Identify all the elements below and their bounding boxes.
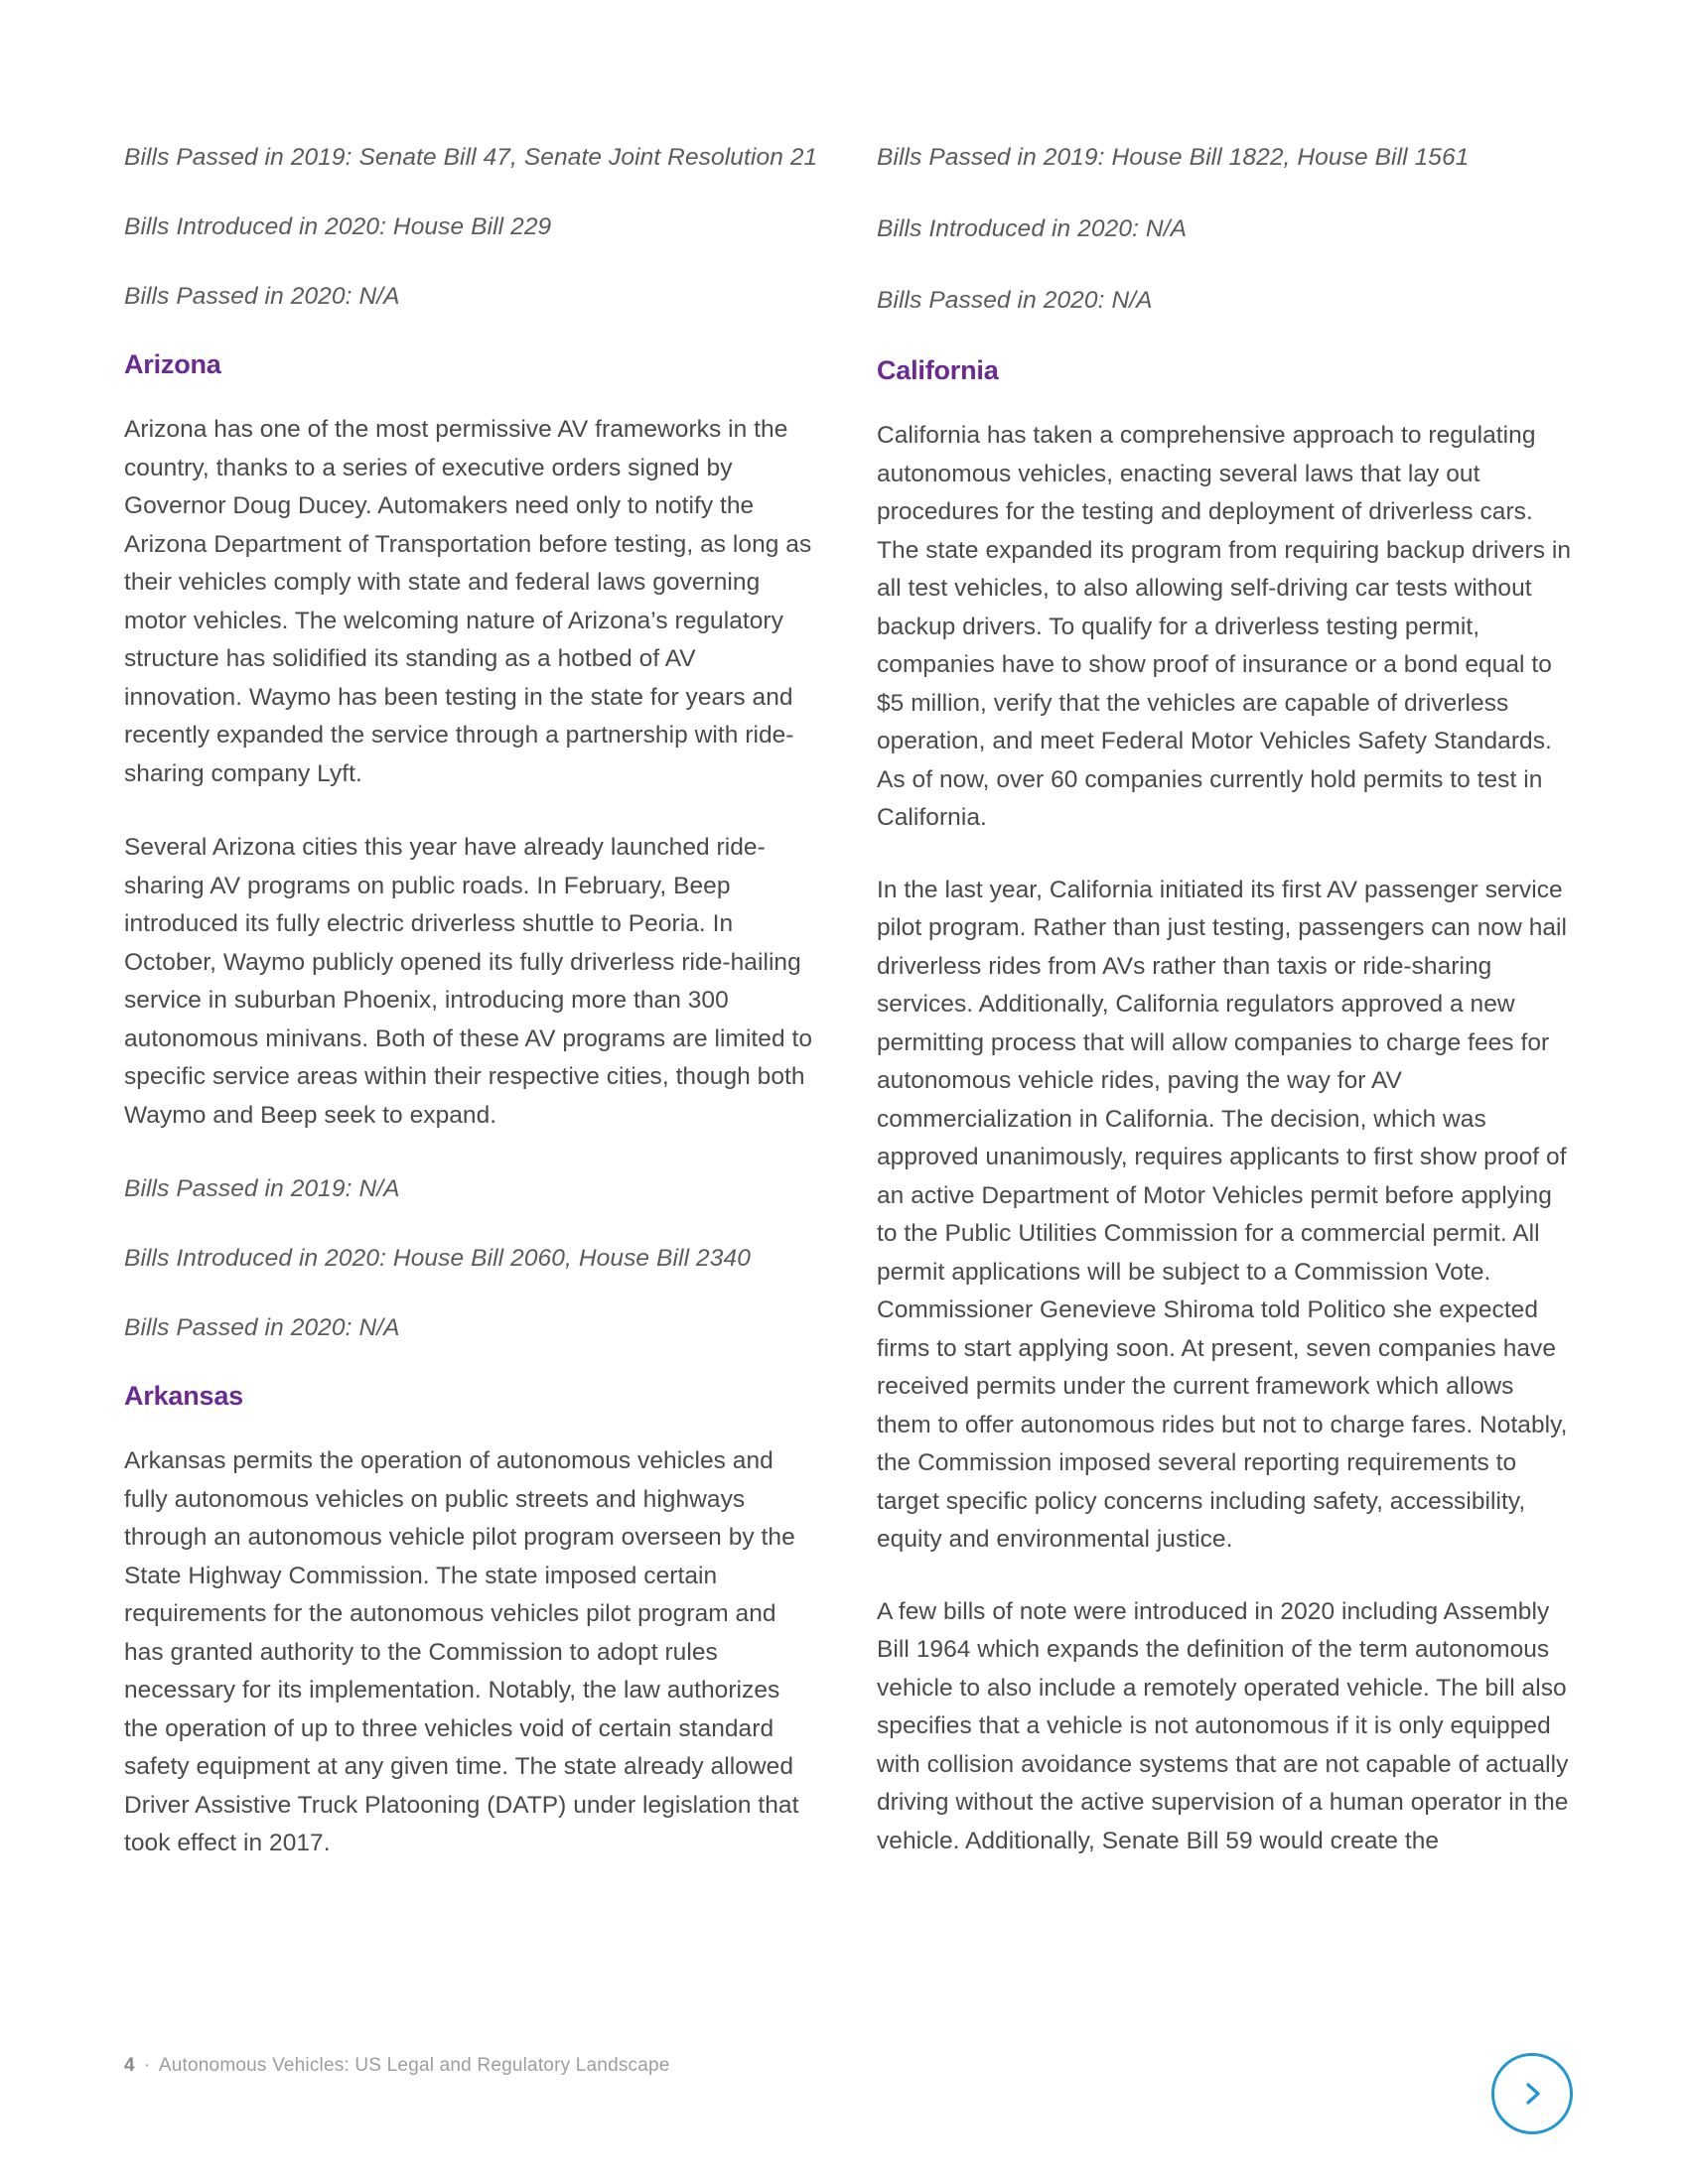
body-paragraph: A few bills of note were introduced in 2020 including Assembly Bill 1964 which expands the definition of the term autonomous vehicle to also include a remotely operated vehicle. The bill also specifies that a vehicle is not autonomous if it is only equipped with collision avoidance systems that are not capable of actually driving without the active supervision of a human operator in the vehicle. Additionally, Senate Bill 59 would create the [877, 1597, 1569, 1854]
right-column [877, 139, 1572, 1899]
state-heading: Arkansas [124, 1381, 243, 1411]
footer-separator-dot: · [143, 2055, 150, 2076]
bill-status-line: Bills Passed in 2020: N/A [877, 287, 1153, 314]
state-heading: Arizona [124, 349, 221, 379]
left-column [124, 139, 819, 1899]
bill-status-line: Bills Introduced in 2020: House Bill 2060, House Bill 2340 [124, 1245, 751, 1272]
bill-status-line: Bills Introduced in 2020: N/A [877, 215, 1188, 242]
body-paragraph: Arkansas permits the operation of autonomous vehicles and fully autonomous vehicles on public streets and highways through an autonomous vehicle pilot program overseen by the State Highway Commission. The state imposed certain requirements for the autonomous vehicles pilot program and has granted authority to the Commission to adopt rules necessary for its implementation. Notably, the law authorizes the operation of up to three vehicles void of certain standard safety equipment at any given time. The state already allowed Driver Assistive Truck Platooning (DATP) under legislation that took effect in 2017. [124, 1447, 799, 1856]
body-paragraph: Several Arizona cities this year have already launched ride-sharing AV programs on public roads. In February, Beep introduced its fully electric driverless shuttle to Peoria. In October, Waymo publicly opened its fully driverless ride-hailing service in suburban Phoenix, introducing more than 300 autonomous minivans. Both of these AV programs are limited to specific service areas within their respective cities, though both Waymo and Beep seek to expand. [124, 834, 813, 1129]
bill-status-line: Bills Passed in 2019: N/A [124, 1175, 400, 1202]
bill-status-line: Bills Passed in 2020: N/A [124, 1314, 400, 1341]
two-column-body [124, 139, 1574, 1899]
bill-status-line: Bills Introduced in 2020: House Bill 229 [124, 213, 552, 240]
page-footer [124, 2055, 670, 2077]
chevron-right-icon [1515, 2077, 1549, 2111]
body-paragraph: California has taken a comprehensive approach to regulating autonomous vehicles, enacting several laws that lay out procedures for the testing and deployment of driverless cars. The state expanded its program from requiring backup drivers in all test vehicles, to also allowing self-driving car tests without backup drivers. To qualify for a driverless testing permit, companies have to show proof of insurance or a bond equal to $5 million, verify that the vehicles are capable of driverless operation, and meet Federal Motor Vehicles Safety Standards. As of now, over 60 companies currently hold permits to test in California. [877, 422, 1572, 831]
body-paragraph: In the last year, California initiated its first AV passenger service pilot program. Rather than just testing, passengers can now hail driverless rides from AVs rather than taxis or ride-sharing services. Additionally, California regulators approved a new permitting process that will allow companies to charge fees for autonomous vehicle rides, paving the way for AV commercialization in California. The decision, which was approved unanimously, requires applicants to first show proof of an active Department of Motor Vehicles permit before applying to the Public Utilities Commission for a commercial permit. All permit applications will be subject to a Commission Vote. Commissioner Genevieve Shiroma told Politico she expected firms to start applying soon. At present, seven companies have received permits under the current framework which allows them to offer autonomous rides but not to charge fares. Notably, the Commission imposed several reporting requirements to target specific policy concerns including safety, accessibility, equity and environmental justice. [877, 876, 1568, 1553]
footer-document-title: Autonomous Vehicles: US Legal and Regulatory Landscape [158, 2055, 670, 2076]
body-paragraph: Arizona has one of the most permissive AV frameworks in the country, thanks to a series of executive orders signed by Governor Doug Ducey. Automakers need only to notify the Arizona Department of Transportation before testing, as long as their vehicles comply with state and federal laws governing motor vehicles. The welcoming nature of Arizona’s regulatory structure has solidified its standing as a hotbed of AV innovation. Waymo has been testing in the state for years and recently expanded the service through a partnership with ride-sharing company Lyft. [124, 416, 812, 787]
state-heading: California [877, 355, 999, 385]
bill-status-line: Bills Passed in 2020: N/A [124, 283, 400, 310]
bill-status-line: Bills Passed in 2019: Senate Bill 47, Senate Joint Resolution 21 [124, 144, 818, 171]
bill-status-line: Bills Passed in 2019: House Bill 1822, House Bill 1561 [877, 144, 1470, 171]
footer-page-number: 4 [124, 2055, 135, 2076]
next-page-button[interactable] [1491, 2053, 1573, 2134]
